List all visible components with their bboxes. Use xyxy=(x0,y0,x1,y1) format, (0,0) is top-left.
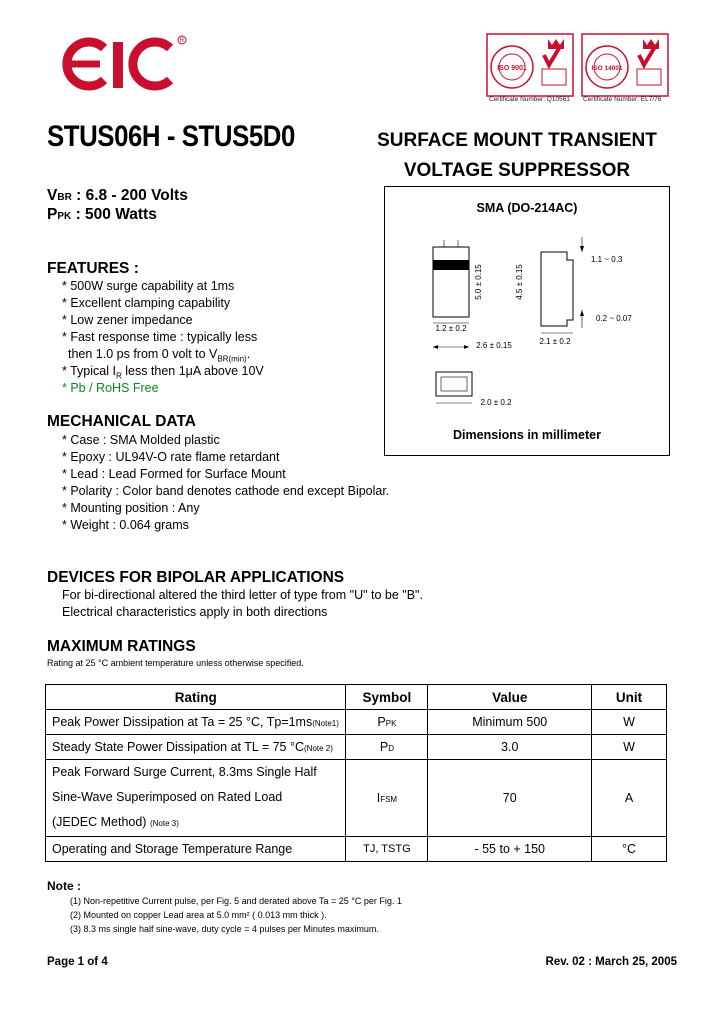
mechanical-item: * Mounting position : Any xyxy=(62,501,200,515)
dim-height: 4.5 ± 0.15 xyxy=(515,264,524,300)
feature-item: * Low zener impedance xyxy=(62,313,193,327)
feature-typ-text: * Typical I xyxy=(62,364,116,378)
row-value: Minimum 500 xyxy=(428,710,592,735)
table-row xyxy=(46,760,667,837)
svg-text:R: R xyxy=(179,38,185,44)
bipolar-heading: DEVICES FOR BIPOLAR APPLICATIONS xyxy=(47,569,345,586)
col-rating: Rating xyxy=(46,685,346,710)
bipolar-line2: Electrical characteristics apply in both directions xyxy=(62,605,328,619)
ppk-label: P xyxy=(47,206,58,223)
row-value: - 55 to + 150 xyxy=(428,837,592,862)
rating-note: (Note 2) xyxy=(304,744,333,753)
bipolar-line1: For bi-directional altered the third letter of type from "U" to be "B". xyxy=(62,588,423,602)
dim-lead-thick: 0.2 ~ 0.07 xyxy=(596,314,632,323)
ratings-heading: MAXIMUM RATINGS xyxy=(47,638,196,655)
feature-cont-end: . xyxy=(246,347,251,361)
feature-cont xyxy=(68,347,250,364)
revision: Rev. 02 : March 25, 2005 xyxy=(545,956,677,968)
iso9001-text: ISO 9001 xyxy=(497,65,527,72)
vbr-spec xyxy=(47,187,188,205)
rating-line2: Sine-Wave Superimposed on Rated Load xyxy=(52,790,283,804)
row-rating: Operating and Storage Temperature Range xyxy=(46,837,346,862)
feature-item: * 500W surge capability at 1ms xyxy=(62,279,235,293)
rating-note: (Note1) xyxy=(312,719,339,728)
row-unit: °C xyxy=(592,837,667,862)
notes-heading: Note : xyxy=(47,879,81,893)
note-item: (1) Non-repetitive Current pulse, per Fig. 5 and derated above Ta = 25 °C per Fig. 1 xyxy=(70,896,402,906)
ppk-label-sub: PK xyxy=(57,211,72,222)
symbol-small: FSM xyxy=(380,795,398,804)
feature-cont-sub: BR(min) xyxy=(217,354,247,364)
ppk-spec xyxy=(47,206,157,224)
feature-item: * Fast response time : typically less xyxy=(62,330,258,344)
mechanical-item: * Lead : Lead Formed for Surface Mount xyxy=(62,467,286,481)
row-value: 3.0 xyxy=(428,735,592,760)
row-symbol: TJ, TSTG xyxy=(346,837,428,862)
row-unit: W xyxy=(592,710,667,735)
col-unit: Unit xyxy=(592,685,667,710)
table-row xyxy=(46,837,667,862)
table-row xyxy=(46,710,667,735)
package-title: SMA (DO-214AC) xyxy=(476,201,578,215)
row-value: 70 xyxy=(428,760,592,837)
ppk-value: : 500 Watts xyxy=(75,206,157,223)
rating-line3-wrap xyxy=(52,810,339,836)
feature-typ-sub: R xyxy=(115,371,122,381)
mechanical-item: * Weight : 0.064 grams xyxy=(62,518,189,532)
table-header-row xyxy=(46,685,667,710)
row-unit: A xyxy=(592,760,667,837)
feature-typ-end: less then 1μA above 10V xyxy=(121,364,264,378)
note-item: (2) Mounted on copper Lead area at 5.0 mm² ( 0.013 mm thick ). xyxy=(70,910,327,920)
rohs-item: * Pb / RoHS Free xyxy=(62,381,159,395)
feature-cont-text: then 1.0 ps from 0 volt to V xyxy=(68,347,218,361)
cert1-caption: Certificate Number: Q10561 xyxy=(489,96,570,103)
note-item: (3) 8.3 ms single half sine-wave, duty cycle = 4 pulses per Minutes maximum. xyxy=(70,924,379,934)
row-symbol xyxy=(346,760,428,837)
rating-note: (Note 3) xyxy=(149,819,179,828)
iso14001-text: ISO 14001 xyxy=(591,65,623,72)
symbol-big: P xyxy=(377,715,386,729)
mechanical-item: * Polarity : Color band denotes cathode end except Bipolar. xyxy=(62,484,390,498)
part-range-title: STUS06H - STUS5D0 xyxy=(47,120,295,153)
package-caption: Dimensions in millimeter xyxy=(453,428,601,442)
rating-text: Steady State Power Dissipation at TL = 75 °C xyxy=(52,740,305,754)
symbol-big: P xyxy=(379,740,389,754)
row-rating xyxy=(46,735,346,760)
dim-overall-length: 2.6 ± 0.15 xyxy=(476,341,512,350)
subtitle-line2: VOLTAGE SUPPRESSOR xyxy=(403,160,631,181)
dim-body-width: 1.2 ± 0.2 xyxy=(435,324,467,333)
row-rating xyxy=(46,710,346,735)
vbr-label: V xyxy=(47,187,58,204)
rating-line3: (JEDEC Method) xyxy=(52,815,147,829)
dim-lead-length: 2.1 ± 0.2 xyxy=(539,337,571,346)
feature-item: * Excellent clamping capability xyxy=(62,296,231,310)
row-unit: W xyxy=(592,735,667,760)
features-heading: FEATURES : xyxy=(47,260,139,277)
vbr-value: : 6.8 - 200 Volts xyxy=(76,187,188,204)
ratings-condition: Rating at 25 °C ambient temperature unless otherwise specified. xyxy=(47,658,304,668)
col-symbol: Symbol xyxy=(346,685,428,710)
mechanical-heading: MECHANICAL DATA xyxy=(47,413,196,430)
eic-logo xyxy=(60,34,190,94)
dim-end-width: 2.0 ± 0.2 xyxy=(480,398,512,407)
symbol-big: I xyxy=(376,791,381,805)
mechanical-item: * Case : SMA Molded plastic xyxy=(62,433,220,447)
subtitle-line1: SURFACE MOUNT TRANSIENT xyxy=(377,130,657,151)
page-number: Page 1 of 4 xyxy=(47,956,108,968)
rating-text: Peak Power Dissipation at Ta = 25 °C, Tp=1ms xyxy=(52,715,313,729)
symbol-small: D xyxy=(388,744,394,753)
dim-lead-top: 1.1 ~ 0.3 xyxy=(591,255,623,264)
package-diagram xyxy=(386,220,668,425)
row-rating xyxy=(46,760,346,837)
rating-line1: Peak Forward Surge Current, 8.3ms Single Half xyxy=(52,765,317,779)
row-symbol xyxy=(346,710,428,735)
ratings-table xyxy=(45,684,667,862)
table-row xyxy=(46,735,667,760)
cert2-caption: Certificate Number: EL7/76 xyxy=(583,96,662,103)
dim-body-length: 5.0 ± 0.15 xyxy=(474,264,483,300)
row-symbol xyxy=(346,735,428,760)
feature-typical xyxy=(62,364,264,381)
mechanical-item: * Epoxy : UL94V-O rate flame retardant xyxy=(62,450,280,464)
col-value: Value xyxy=(428,685,592,710)
symbol-small: PK xyxy=(385,719,397,728)
vbr-label-sub: BR xyxy=(57,192,72,203)
